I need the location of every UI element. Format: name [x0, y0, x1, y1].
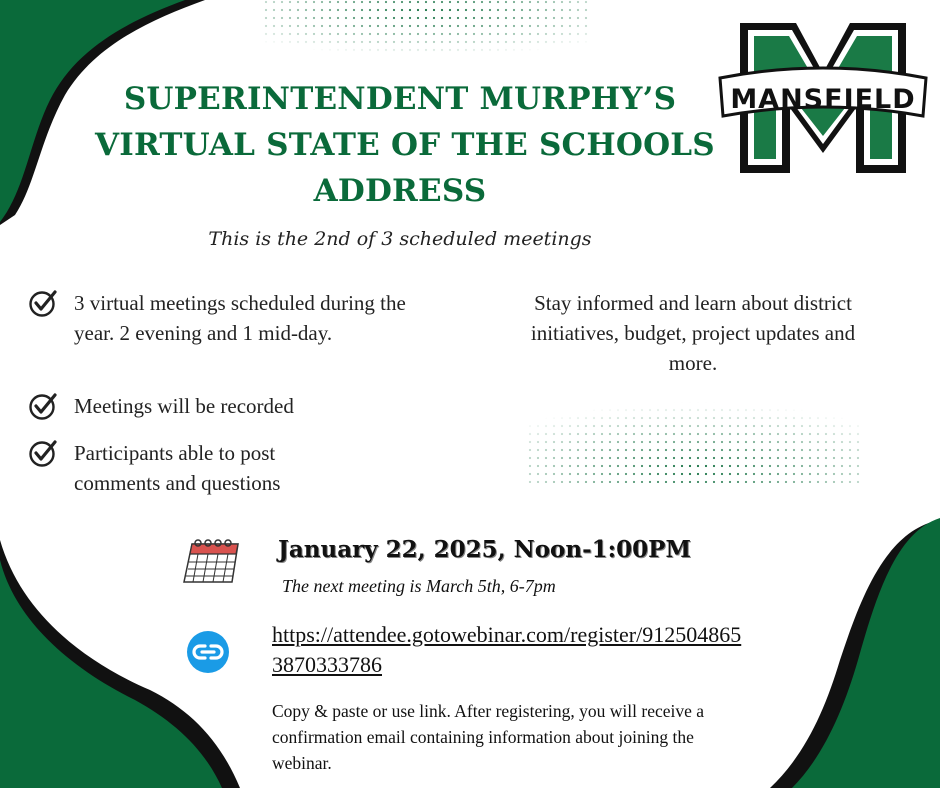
title-line-2: VIRTUAL STATE OF THE SCHOOLS	[95, 127, 715, 163]
info-text: Stay informed and learn about district initiatives, budget, project updates and more.	[530, 291, 856, 375]
mansfield-logo	[718, 18, 928, 183]
event-date: January 22, 2025, Noon-1:00PM	[278, 536, 691, 563]
bullet-text: Meetings will be recorded	[74, 394, 294, 418]
subtitle: This is the 2nd of 3 scheduled meetings	[208, 228, 592, 250]
check-circle-icon	[28, 288, 58, 318]
link-icon	[186, 630, 230, 674]
check-circle-icon	[28, 391, 58, 421]
next-meeting: The next meeting is March 5th, 6-7pm	[282, 576, 556, 596]
bullet-text: 3 virtual meetings scheduled during the year. 2 evening and 1 mid-day.	[74, 291, 406, 345]
bullet-item	[28, 438, 358, 498]
logo-text: MANSFIELD	[730, 84, 916, 115]
calendar-icon	[180, 538, 242, 588]
bullet-text: Participants able to post comments and questions	[74, 441, 281, 495]
registration-link[interactable]: https://attendee.gotowebinar.com/register/9125048653870333786	[272, 622, 742, 677]
title-line-1: SUPERINTENDENT MURPHY’S	[123, 81, 677, 117]
bullet-item	[28, 288, 408, 348]
page-title	[95, 76, 715, 214]
registration-note: Copy & paste or use link. After registering, you will receive a confirmation email containing information about joining the webinar.	[272, 701, 705, 773]
check-circle-icon	[28, 438, 58, 468]
bullet-item	[28, 391, 408, 421]
title-line-3: ADDRESS	[313, 173, 487, 209]
